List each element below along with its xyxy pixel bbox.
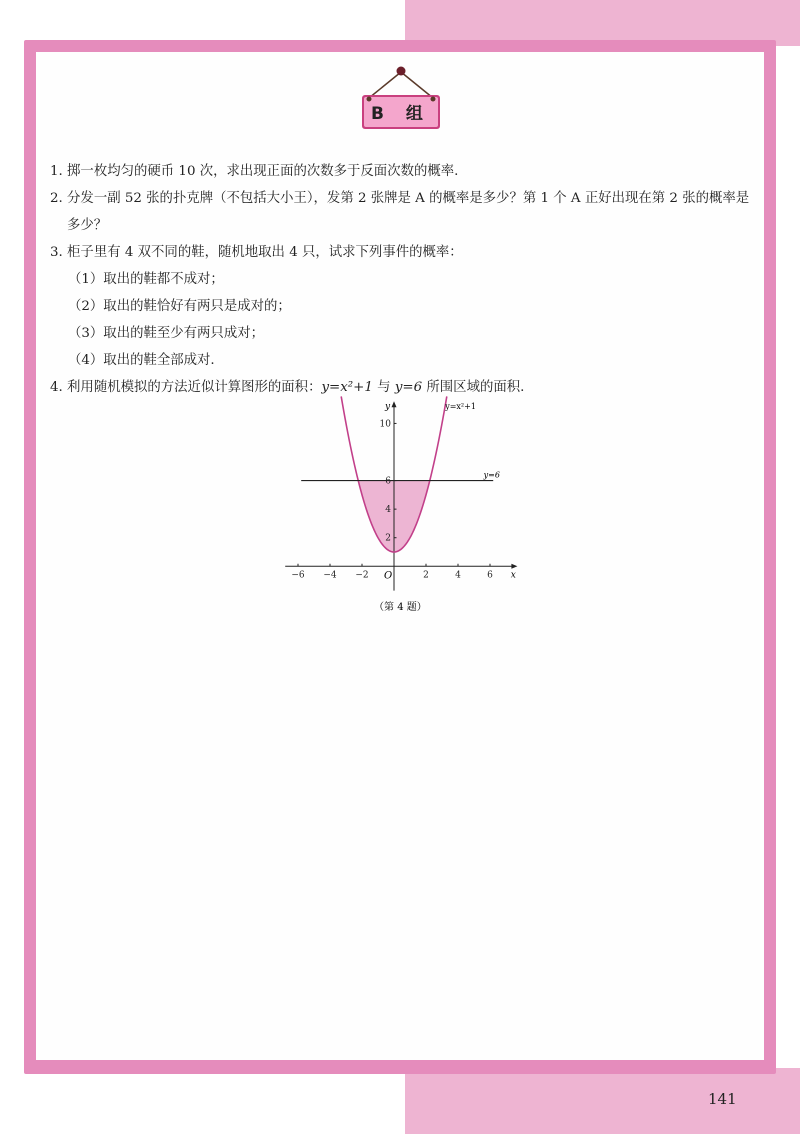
question-text: 利用随机模拟的方法近似计算图形的面积： <box>67 380 322 395</box>
y-axis-label: y <box>385 402 391 413</box>
bottom-tab-decoration <box>405 1068 800 1134</box>
figure-caption: （第 4 题） <box>374 602 427 613</box>
origin-label: O <box>384 570 393 582</box>
formula-parabola: y=x²+1 <box>321 380 373 395</box>
x-tick-label: 2 <box>423 570 429 581</box>
question-number: 4. <box>50 380 63 395</box>
page-number: 141 <box>708 1090 737 1108</box>
section-title: B 组 <box>371 103 431 124</box>
line-label: y=6 <box>483 470 500 480</box>
x-axis-label: x <box>510 570 516 581</box>
question-number: 2. <box>50 191 63 206</box>
question-text: 掷一枚均匀的硬币 10 次，求出现正面的次数多于反面次数的概率. <box>67 164 459 179</box>
curve-label: y=x²+1 <box>445 402 476 412</box>
question-3 <box>50 239 758 266</box>
sub-item: （4）取出的鞋全部成对. <box>68 353 215 368</box>
question-text: 柜子里有 4 双不同的鞋，随机地取出 4 只，试求下列事件的概率： <box>67 245 463 260</box>
question-2 <box>50 185 758 239</box>
sub-item: （1）取出的鞋都不成对； <box>68 272 224 287</box>
question-text-end: 所围区域的面积. <box>422 380 525 395</box>
sub-item: （3）取出的鞋至少有两只成对； <box>68 326 264 341</box>
question-1 <box>50 158 758 185</box>
y-tick-label: 10 <box>379 419 391 430</box>
exercise-list <box>50 158 758 401</box>
formula-line: y=6 <box>394 380 423 395</box>
question-text-mid: 与 <box>372 380 395 395</box>
x-tick-label: −6 <box>291 570 305 581</box>
x-tick-label: 6 <box>487 570 493 581</box>
question-number: 3. <box>50 245 63 260</box>
question-text: 分发一副 52 张的扑克牌（不包括大小王），发第 2 张牌是 A 的概率是多少？第 1 个 A 正好出现在第 2 张的概率是多少？ <box>67 191 750 233</box>
x-tick-label: −4 <box>323 570 337 581</box>
x-tick-label: −2 <box>355 570 369 581</box>
y-tick-label: 4 <box>385 505 391 516</box>
y-tick-label: 6 <box>385 476 391 487</box>
y-axis-arrow <box>392 401 397 407</box>
question-number: 1. <box>50 164 63 179</box>
sub-item: （2）取出的鞋恰好有两只是成对的； <box>68 299 291 314</box>
x-tick-label: 4 <box>455 570 461 581</box>
x-axis-arrow <box>511 564 517 569</box>
y-tick-label: 2 <box>385 533 391 544</box>
parabola-figure <box>282 396 522 621</box>
